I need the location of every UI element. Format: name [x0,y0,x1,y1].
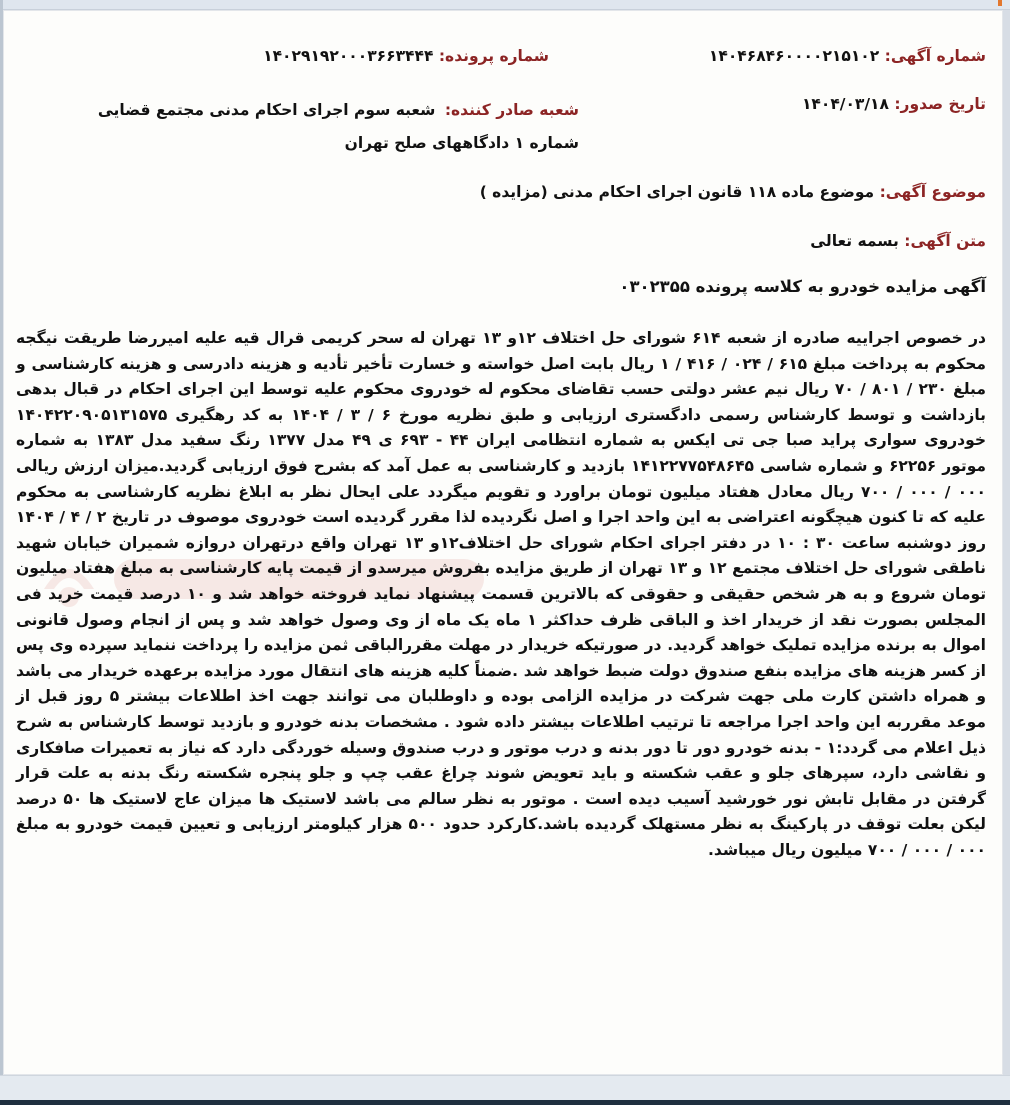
taskbar-strip [0,1100,1010,1105]
issue-date-row [802,95,986,113]
auction-headline: آگهی مزایده خودرو به کلاسه پرونده ۰۳۰۲۳۵۵ [619,277,986,296]
notice-number-value: ۱۴۰۴۶۸۴۶۰۰۰۰۲۱۵۱۰۲ [708,47,880,65]
window-bottom-bar [0,1075,1010,1105]
issuer-label: شعبه صادر کننده: [444,101,579,119]
notice-document [4,11,1004,1076]
notice-text-row [810,232,986,250]
notice-sheet [3,10,1003,1075]
window-top-edge [0,0,1010,10]
notice-number-row [709,47,986,65]
subject-label: موضوع آگهی: [879,183,986,201]
window-corner-mark [998,0,1002,6]
issuer-value: شعبه سوم اجرای احکام مدنی مجتمع قضایی شماره ۱ دادگاههای صلح تهران [97,101,579,152]
issue-date-value: ۱۴۰۴/۰۳/۱۸ [801,95,889,113]
notice-body: در خصوص اجراییه صادره از شعبه ۶۱۴ شورای حل اختلاف ۱۲و ۱۳ تهران له سحر کریمی قرال قیه علیه امیررضا طریقت نیگجه محکوم به پرداخت مبلغ ۶۱۵ / ۰۲۴ / ۴۱۶ / ۱ ریال بابت اصل خواسته و خسارت تأخیر تأدیه و هزینه دادرسی و هزینه کارشناسی و مبلغ ۲۳۰ / ۸۰۱ / ۷۰ ریال نیم عشر دولتی حسب تقاضای محکوم له خودروی محکوم علیه توسط این اجرای احکام در قبال بدهی بازداشت و توسط کارشناس رسمی دادگستری ارزیابی و طبق نظریه مورخ ۶ / ۳ / ۱۴۰۴ به کد رهگیری ۱۴۰۴۲۲۰۹۰۵۱۳۱۵۷۵ خودروی سواری پراید صبا جی تی ایکس به شماره انتظامی ایران ۴۴ - ۶۹۳ ی ۴۹ مدل ۱۳۷۷ رنگ سفید مدل ۱۳۸۳ به شماره موتور ۶۲۲۵۶ و شماره شاسی ۱۴۱۲۲۷۷۵۴۸۶۴۵ بازدید و کارشناسی به عمل آمد که بشرح فوق ارزیابی گردید.میزان ارزش ریالی ۰۰۰ / ۰۰۰ / ۷۰۰ ریال معادل هفتاد میلیون تومان براورد و تقویم میگردد علی ایحال نظر به ابلاغ نظریه کارشناسی به محکوم علیه که تا کنون هیچگونه اعتراضی به این واحد اجرا و اصل نگردیده لذا مقرر گردیده است خودروی موصوف در تاریخ ۲ / ۴ / ۱۴۰۴ روز دوشنبه ساعت ۳۰ : ۱۰ در دفتر اجرای احکام شورای حل اختلاف۱۲و ۱۳ تهران واقع درتهران دروازه شمیران خیابان شهید ناطقی شورای حل اختلاف مجتمع ۱۲ و ۱۳ تهران از طریق مزایده بفروش میرسدو از قیمت پایه کارشناسی به مبلغ هفتاد میلیون تومان شروع و به هر شخص حقیقی و حقوقی که بالاترین قسمت پیشنهاد نماید فروخته خواهد شد و ۱۰ درصد قیمت خرید فی المجلس بصورت نقد از خریدار اخذ و الباقی ظرف حداکثر ۱ ماه یک ماه از وی وصول خواهد شد و پس از انجام وصول قانونی اموال به برنده مزایده تملیک خواهد گردید. در صورتیکه خریدار در مهلت مقررالباقی ثمن مزایده را پرداخت ننماید سپرده وی پس از کسر هزینه های مزایده بنفع صندوق دولت ضبط خواهد شد .ضمناً کلیه هزینه های انتقال مورد مزایده برعهده خریدار می باشد و همراه داشتن کارت ملی جهت شرکت در مزایده الزامی بوده و داوطلبان می توانند جهت اخذ اطلاعات بیشتر ۵ روز قبل از موعد مقرربه این واحد اجرا مراجعه تا ترتیب اطلاعات بیشتر داده شود . مشخصات بدنه خودرو و بازدید توسط کارشناس به شرح ذیل اعلام می گردد:۱ - بدنه خودرو دور تا دور بدنه و درب موتور و درب صندوق وسیله خوردگی دارد که نیاز به تعمیرات صافکاری و نقاشی دارد، سپرهای جلو و عقب شکسته و باید تعویض شوند چراغ عقب چپ و جلو پنجره شکسته رنگ بدنه به علت قرار گرفتن در مقابل تابش نور خورشید آسیب دیده است . موتور به نظر سالم می باشد لاستیک ها میزان عاج لاستیک ها ۵۰ درصد لیکن بعلت توقف در پارکینگ به نظر مستهلک گردیده باشد.کارکرد حدود ۵۰۰ هزار کیلومتر ارزیابی و تعیین قیمت خودرو به مبلغ ۰۰۰ / ۰۰۰ / ۷۰۰ میلیون ریال میباشد. [16,329,987,859]
notice-number-label: شماره آگهی: [884,47,986,65]
subject-value: موضوع ماده ۱۱۸ قانون اجرای احکام مدنی (مزایده ) [479,183,875,201]
notice-text-value: بسمه تعالی [810,232,899,250]
issue-date-label: تاریخ صدور: [894,95,986,113]
notice-text-label: متن آگهی: [904,232,986,250]
file-number-row [263,47,549,65]
subject-row [480,183,986,201]
scrollbar[interactable] [1003,10,1010,1105]
issuer-row [59,94,579,160]
file-number-label: شماره پرونده: [438,47,549,65]
file-number-value: ۱۴۰۲۹۱۹۲۰۰۰۳۶۶۳۴۴۴ [263,47,434,65]
